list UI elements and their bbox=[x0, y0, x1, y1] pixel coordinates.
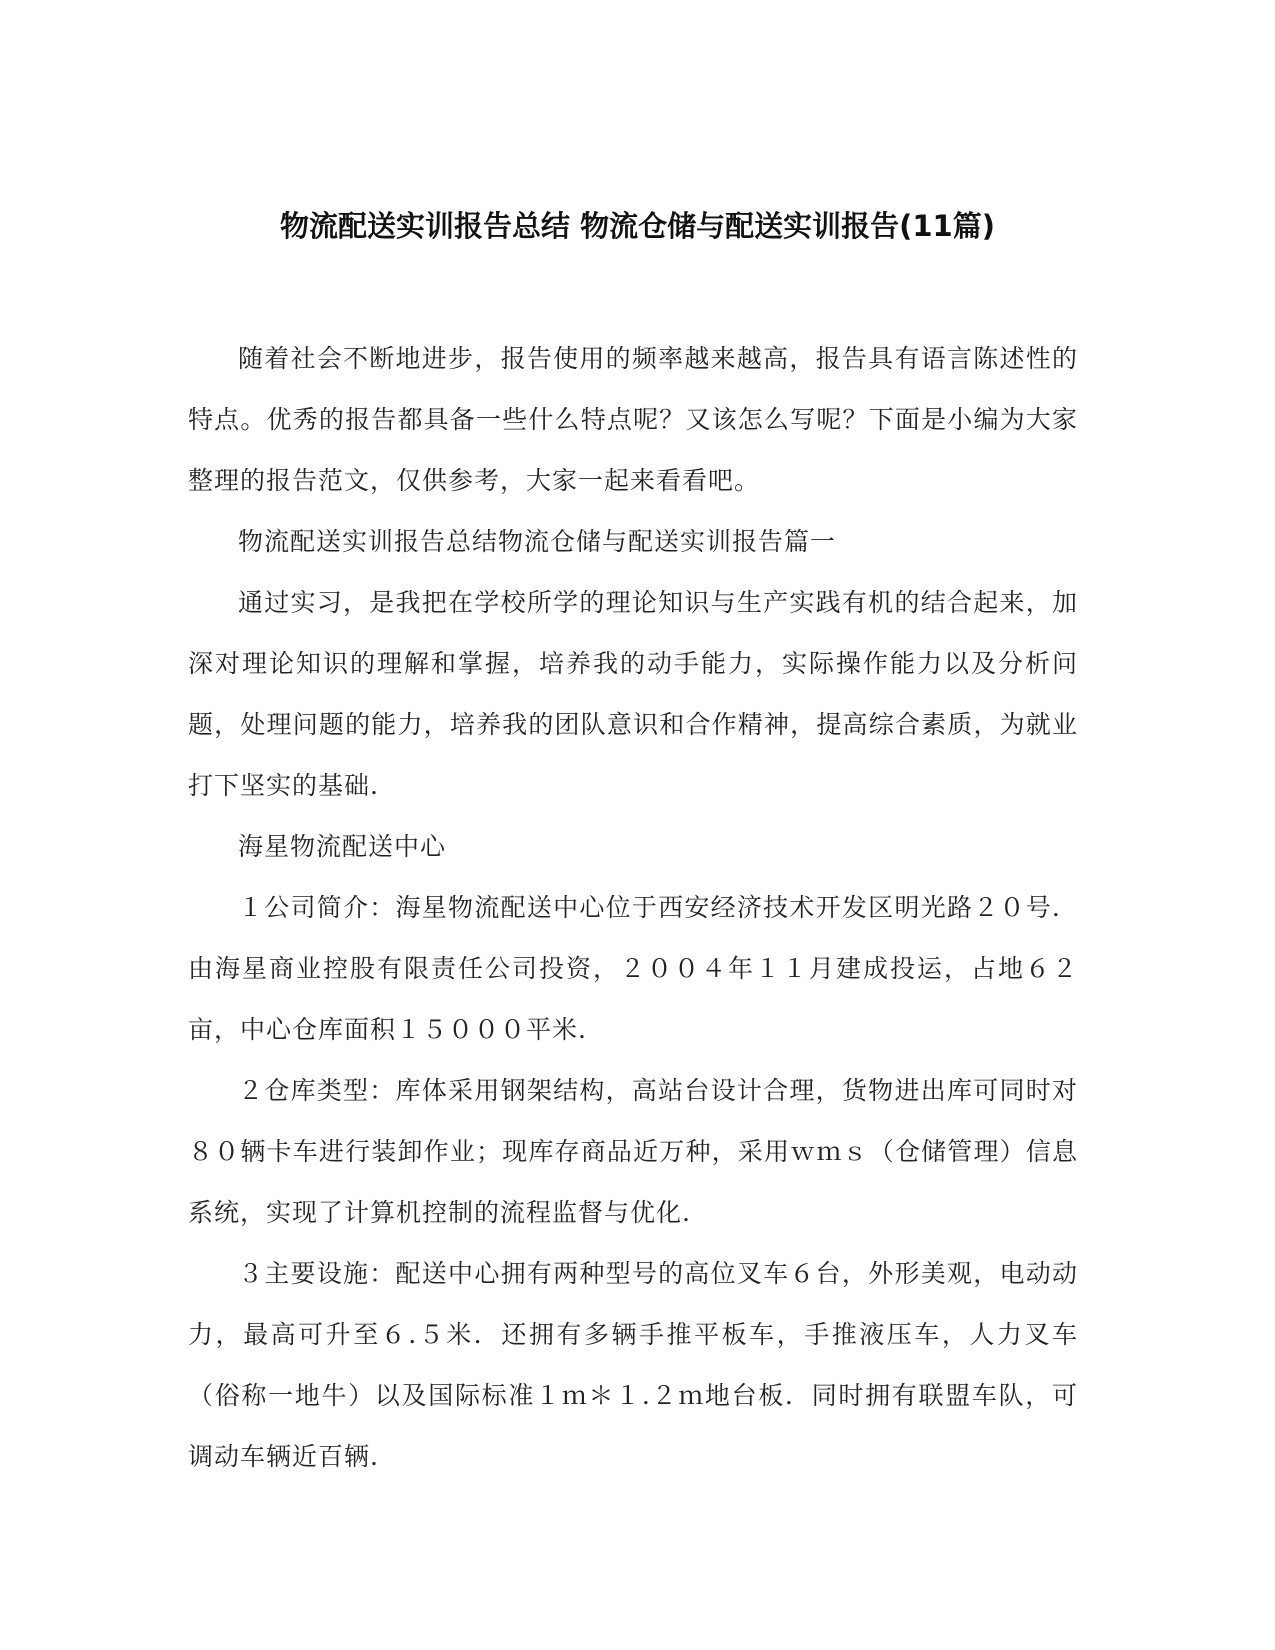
warehouse-type-paragraph: ２仓库类型：库体采用钢架结构，高站台设计合理，货物进出库可同时对８０辆卡车进行装卸作业；现库存商品近万种，采用ｗｍｓ（仓储管理）信息系统，实现了计算机控制的流程监督与优化. bbox=[188, 1076, 1078, 1227]
company-intro-paragraph: １公司简介：海星物流配送中心位于西安经济技术开发区明光路２０号．由海星商业控股有限责任公司投资，２００４年１１月建成投运，占地６２亩，中心仓库面积１５０００平米. bbox=[188, 893, 1078, 1044]
document-title: 物流配送实训报告总结 物流仓储与配送实训报告(11篇) bbox=[280, 209, 995, 243]
intro-paragraph: 随着社会不断地进步，报告使用的频率越来越高，报告具有语言陈述性的特点。优秀的报告都具备一些什么特点呢？又该怎么写呢？下面是小编为大家整理的报告范文，仅供参考，大家一起来看看吧。 bbox=[188, 344, 1078, 495]
document-body bbox=[188, 328, 1078, 1487]
body-paragraph: 通过实习，是我把在学校所学的理论知识与生产实践有机的结合起来，加深对理论知识的理解和掌握，培养我的动手能力，实际操作能力以及分析问题，处理问题的能力，培养我的团队意识和合作精神，提高综合素质，为就业打下坚实的基础. bbox=[188, 588, 1078, 800]
facilities-paragraph: ３主要设施：配送中心拥有两种型号的高位叉车６台，外形美观，电动动力，最高可升至６.５米．还拥有多辆手推平板车，手推液压车，人力叉车（俗称一地牛）以及国际标准１ｍ＊１.２ｍ地台板．同时拥有联盟车队，可调动车辆近百辆. bbox=[188, 1259, 1078, 1471]
company-heading: 海星物流配送中心 bbox=[238, 832, 447, 861]
section-heading: 物流配送实训报告总结物流仓储与配送实训报告篇一 bbox=[238, 527, 837, 556]
